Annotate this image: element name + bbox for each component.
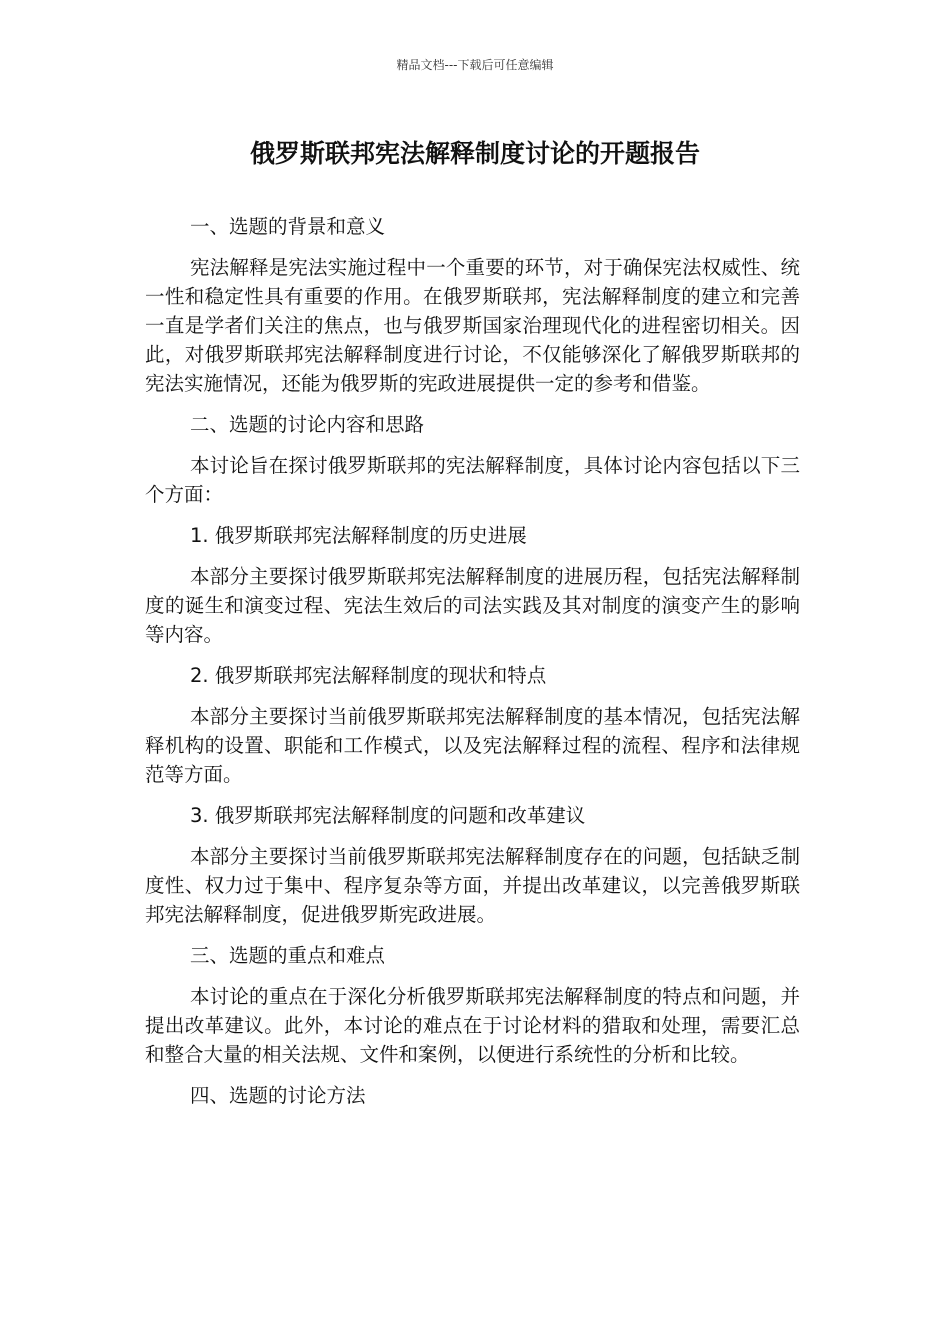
paragraph-key-points: 本讨论的重点在于深化分析俄罗斯联邦宪法解释制度的特点和问题，并提出改革建议。此外，本讨论的难点在于讨论材料的猎取和处理，需要汇总和整合大量的相关法规、文件和案例，以便进行系统性的分析和比较。 (145, 985, 800, 1066)
document-title: 俄罗斯联邦宪法解释制度讨论的开题报告 (249, 139, 700, 168)
subheading-history: 1. 俄罗斯联邦宪法解释制度的历史进展 (190, 524, 527, 547)
subheading-problems-reform: 3. 俄罗斯联邦宪法解释制度的问题和改革建议 (190, 804, 586, 827)
section-heading-content: 二、选题的讨论内容和思路 (190, 413, 425, 436)
section-heading-background: 一、选题的背景和意义 (190, 215, 386, 238)
document-body (145, 212, 800, 1122)
page-header: 精品文档---下载后可任意编辑 (396, 58, 554, 72)
subheading-current-status: 2. 俄罗斯联邦宪法解释制度的现状和特点 (190, 664, 547, 687)
paragraph-history: 本部分主要探讨俄罗斯联邦宪法解释制度的进展历程，包括宪法解释制度的诞生和演变过程、宪法生效后的司法实践及其对制度的演变产生的影响等内容。 (145, 565, 800, 646)
paragraph-content-intro: 本讨论旨在探讨俄罗斯联邦的宪法解释制度，具体讨论内容包括以下三个方面： (145, 454, 800, 506)
section-heading-methods: 四、选题的讨论方法 (190, 1084, 366, 1107)
paragraph-problems-reform: 本部分主要探讨当前俄罗斯联邦宪法解释制度存在的问题，包括缺乏制度性、权力过于集中、程序复杂等方面，并提出改革建议，以完善俄罗斯联邦宪法解释制度，促进俄罗斯宪政进展。 (145, 845, 800, 926)
paragraph-current-status: 本部分主要探讨当前俄罗斯联邦宪法解释制度的基本情况，包括宪法解释机构的设置、职能和工作模式，以及宪法解释过程的流程、程序和法律规范等方面。 (145, 705, 800, 786)
paragraph-background: 宪法解释是宪法实施过程中一个重要的环节，对于确保宪法权威性、统一性和稳定性具有重要的作用。在俄罗斯联邦，宪法解释制度的建立和完善一直是学者们关注的焦点，也与俄罗斯国家治理现代化的进程密切相关。因此，对俄罗斯联邦宪法解释制度进行讨论，不仅能够深化了解俄罗斯联邦的宪法实施情况，还能为俄罗斯的宪政进展提供一定的参考和借鉴。 (145, 256, 800, 395)
section-heading-key-points: 三、选题的重点和难点 (190, 944, 386, 967)
